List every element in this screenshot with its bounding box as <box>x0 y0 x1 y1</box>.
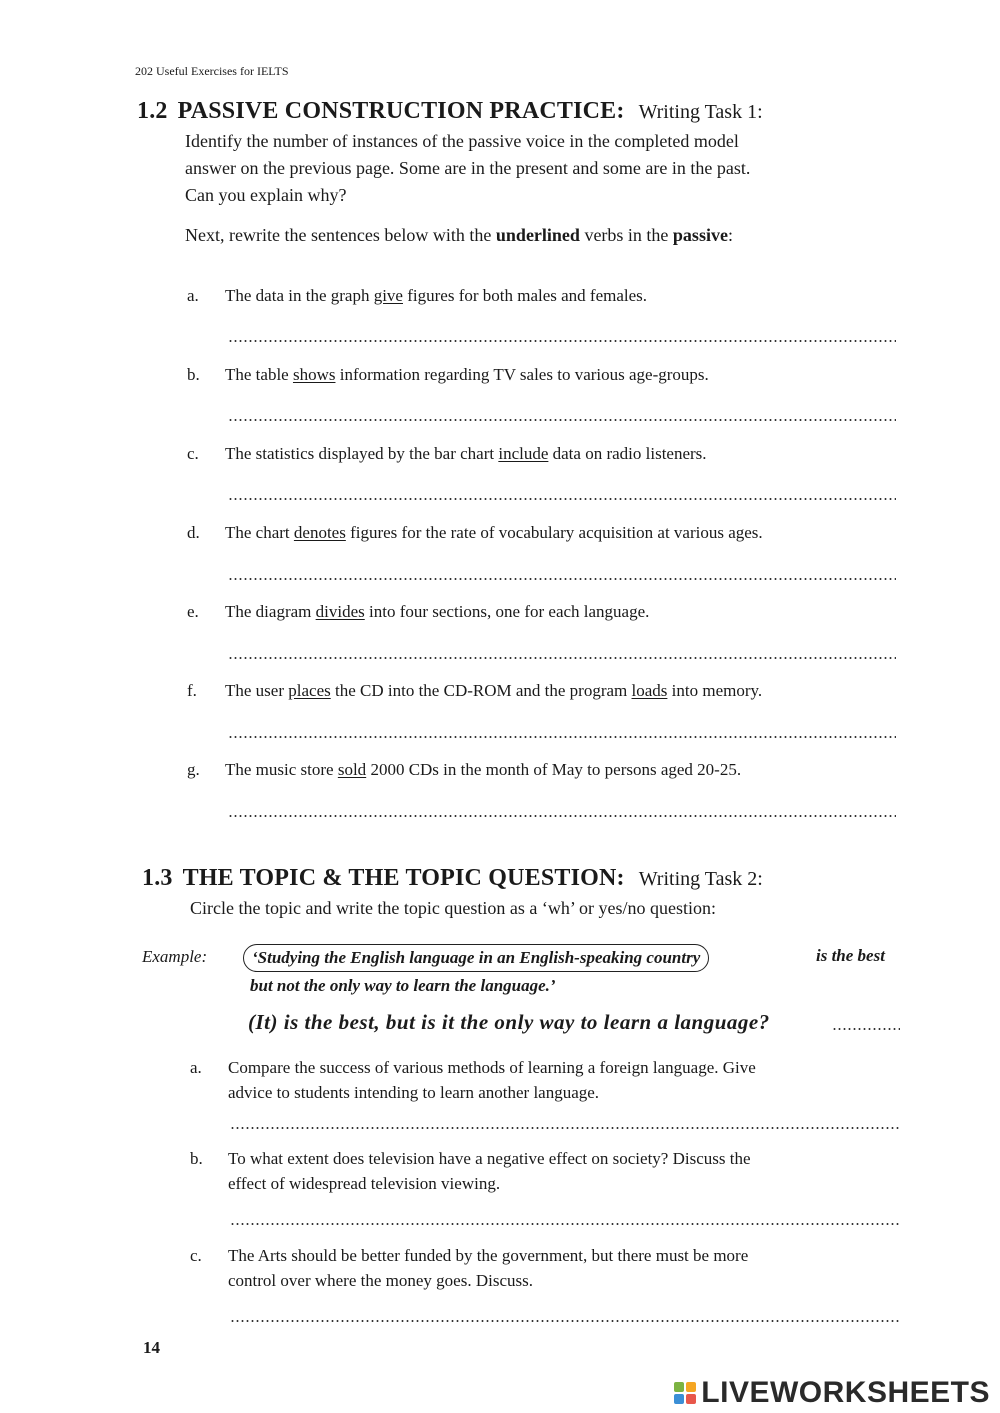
circled-topic: ‘Studying the English language in an English-speaking country <box>243 944 709 972</box>
item-sentence: The data in the graph give figures for both males and females. <box>225 286 648 305</box>
intro-line: Identify the number of instances of the passive voice in the completed model <box>185 131 739 151</box>
item-letter: c. <box>187 444 199 463</box>
item-sentence: The diagram divides into four sections, one for each language. <box>225 602 650 621</box>
section-title: THE TOPIC & THE TOPIC QUESTION: <box>182 865 625 891</box>
underlined-verb: give <box>373 286 403 305</box>
section-heading-1-2 <box>137 98 763 125</box>
section-instruction <box>185 222 733 249</box>
section-heading-1-3 <box>142 865 763 892</box>
item-letter: b. <box>187 365 200 384</box>
answer-line[interactable] <box>230 1223 900 1225</box>
instruction-text: Next, rewrite the sentences below with the <box>185 225 496 245</box>
exercise-item-c <box>187 441 907 471</box>
intro-line: Can you explain why? <box>185 185 347 205</box>
item-letter: a. <box>187 286 199 305</box>
item-text: To what extent does television have a negative effect on society? Discuss the effect of widespread television viewing. <box>228 1149 751 1193</box>
answer-line[interactable] <box>230 1127 900 1129</box>
answer-line[interactable] <box>228 815 896 817</box>
instruction-emphasis: passive <box>672 225 728 245</box>
item-sentence: The statistics displayed by the bar chart include data on radio listeners. <box>225 444 707 463</box>
item-letter: f. <box>187 681 197 700</box>
item-letter: c. <box>190 1246 202 1265</box>
underlined-verb: loads <box>631 681 668 700</box>
answer-line[interactable] <box>228 657 896 659</box>
answer-line[interactable] <box>228 340 896 342</box>
running-header: 202 Useful Exercises for IELTS <box>135 64 289 78</box>
section-title: PASSIVE CONSTRUCTION PRACTICE: <box>177 98 625 124</box>
section-instruction: Circle the topic and write the topic question as a ‘wh’ or yes/no question: <box>190 898 717 918</box>
answer-line[interactable] <box>228 736 896 738</box>
brand-icon <box>674 1382 696 1404</box>
item-sentence: The music store sold 2000 CDs in the month of May to persons aged 20-25. <box>225 760 742 779</box>
item-letter: g. <box>187 760 200 779</box>
answer-line[interactable] <box>228 498 896 500</box>
exercise-item-a <box>187 283 907 313</box>
answer-line[interactable] <box>228 578 896 580</box>
answer-line-tail <box>832 1028 900 1030</box>
item-letter: b. <box>190 1149 203 1168</box>
underlined-verb: include <box>498 444 549 463</box>
exercise-item-b <box>187 362 907 392</box>
instruction-text: : <box>727 225 733 245</box>
topic-item-a <box>190 1055 906 1105</box>
intro-line: answer on the previous page. Some are in the present and some are in the past. <box>185 158 751 178</box>
exercise-item-f <box>187 678 907 708</box>
underlined-verb: denotes <box>293 523 346 542</box>
item-sentence: The table shows information regarding TV sales to various age-groups. <box>225 365 709 384</box>
section-task: Writing Task 1: <box>638 101 763 123</box>
answer-line[interactable] <box>228 419 896 421</box>
instruction-text: verbs in the <box>579 225 673 245</box>
item-letter: e. <box>187 602 199 621</box>
item-letter: a. <box>190 1058 202 1077</box>
topic-item-c <box>190 1243 906 1293</box>
item-text: The Arts should be better funded by the government, but there must be more control over where the money goes. Discuss. <box>228 1246 749 1290</box>
example-text: but not the only way to learn the language.’ <box>250 976 556 995</box>
exercise-item-d <box>187 520 907 550</box>
section-task: Writing Task 2: <box>638 868 763 890</box>
topic-item-b <box>190 1146 906 1196</box>
item-sentence: The user places the CD into the CD-ROM and the program loads into memory. <box>225 681 763 700</box>
handwritten-answer: (It) is the best, but is it the only way to learn a language? <box>248 1010 770 1034</box>
example-text: is the best <box>816 946 885 965</box>
item-sentence: The chart denotes figures for the rate of vocabulary acquisition at various ages. <box>225 523 763 542</box>
instruction-emphasis: underlined <box>495 225 580 245</box>
underlined-verb: shows <box>292 365 336 384</box>
exercise-item-g <box>187 757 907 787</box>
exercise-item-e <box>187 599 907 629</box>
item-text: Compare the success of various methods of learning a foreign language. Give advice to students intending to learn another language. <box>228 1058 756 1102</box>
section-intro <box>185 128 905 209</box>
item-letter: d. <box>187 523 200 542</box>
page-number: 14 <box>143 1338 160 1357</box>
section-number: 1.3 <box>142 865 173 891</box>
brand-logo <box>674 1376 990 1410</box>
section-number: 1.2 <box>137 98 168 124</box>
underlined-verb: divides <box>315 602 365 621</box>
example-label: Example: <box>142 947 208 966</box>
answer-line[interactable] <box>230 1320 900 1322</box>
underlined-verb: places <box>288 681 331 700</box>
underlined-verb: sold <box>337 760 367 779</box>
brand-name: LIVEWORKSHEETS <box>701 1376 990 1409</box>
